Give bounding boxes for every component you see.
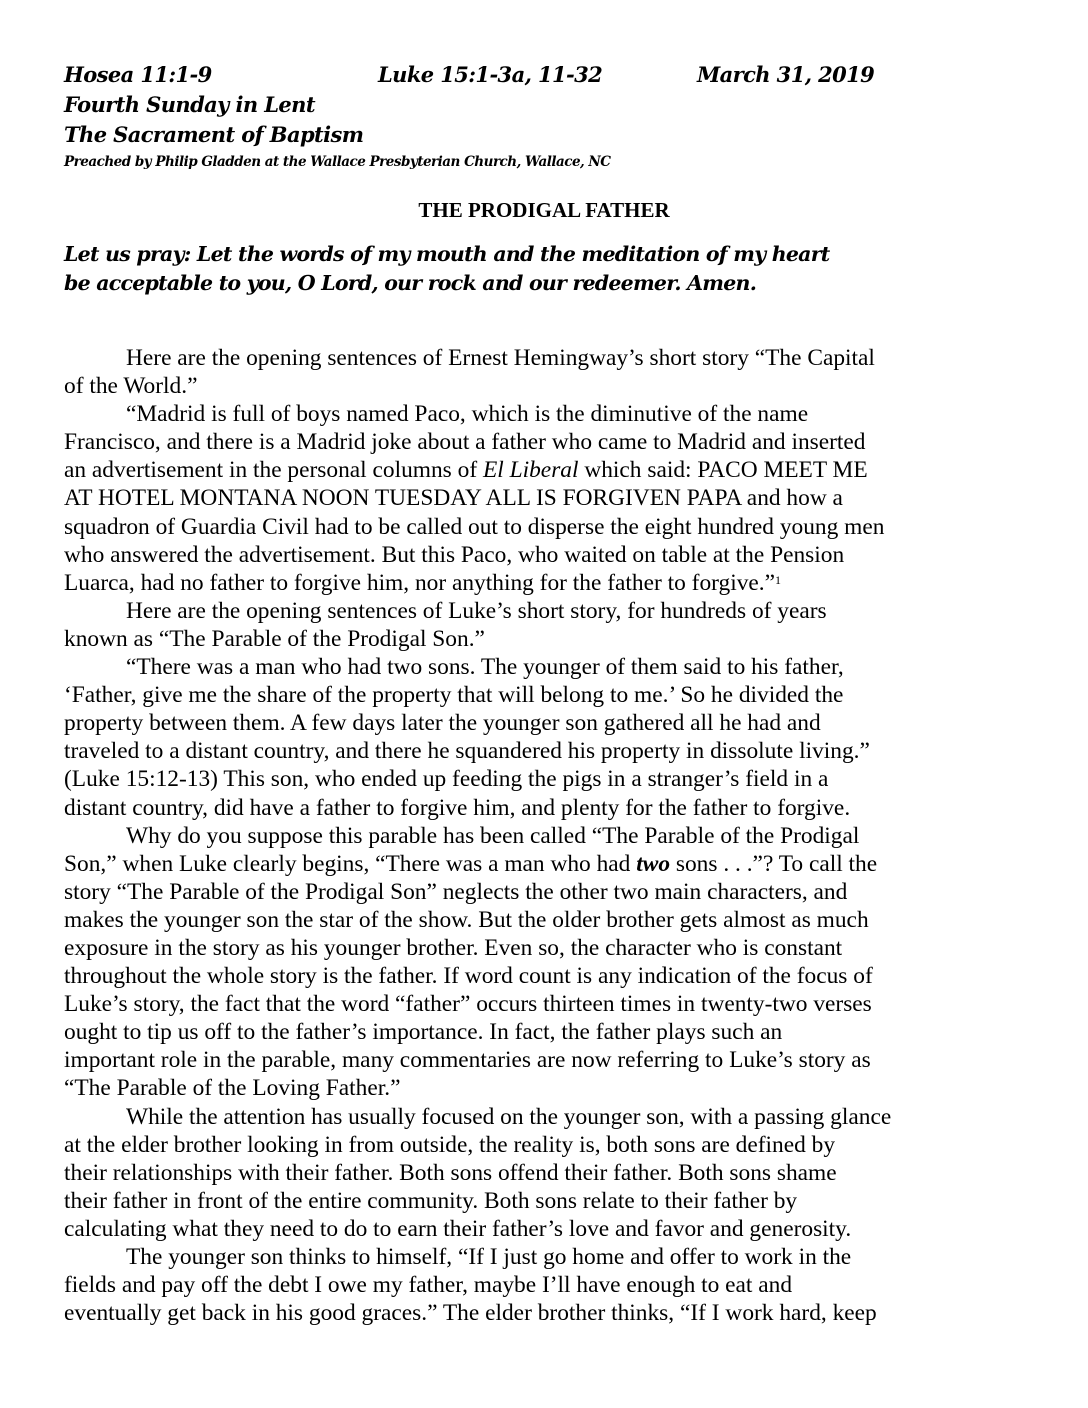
body-line: Francisco, and there is a Madrid joke about a father who came to Madrid and inserted: [64, 429, 866, 456]
reading-hosea: Hosea 11:1-9: [64, 62, 212, 87]
text-run: Son,” when Luke clearly begins, “There was a man who had: [64, 850, 637, 877]
footnote-marker[interactable]: 1: [775, 572, 782, 587]
body-line: at the elder brother looking in from outside, the reality is, both sons are defined by: [64, 1131, 836, 1158]
body-line: ought to tip us off to the father’s importance. In fact, the father plays such an: [64, 1019, 783, 1046]
body-line: [64, 456, 1024, 484]
prayer-line: Let us pray: Let the words of my mouth and the meditation of my heart: [64, 242, 830, 266]
preacher-line: Preached by Philip Gladden at the Wallace Presbyterian Church, Wallace, NC: [64, 154, 611, 170]
body-line: eventually get back in his good graces.” The elder brother thinks, “If I work hard, keep: [64, 1300, 877, 1327]
body-line: squadron of Guardia Civil had to be called out to disperse the eight hundred young men: [64, 513, 885, 540]
body-line: Here are the opening sentences of Ernest Hemingway’s short story “The Capital: [126, 345, 875, 371]
body-line: their father in front of the entire community. Both sons relate to their father by: [64, 1187, 798, 1214]
body-line: Luke’s story, the fact that the word “father” occurs thirteen times in twenty-two verses: [64, 991, 872, 1018]
body-line: Here are the opening sentences of Luke’s short story, for hundreds of years: [126, 597, 827, 624]
body-line: makes the younger son the star of the show. But the older brother gets almost as much: [64, 906, 869, 933]
body-line: distant country, did have a father to forgive him, and plenty for the father to forgive.: [64, 794, 851, 821]
sermon-body: [64, 344, 1024, 1327]
body-line: property between them. A few days later the younger son gathered all he had and: [64, 710, 821, 737]
text-run: an advertisement in the personal columns of: [64, 457, 483, 484]
body-line: ‘Father, give me the share of the property that will belong to me.’ So he divided the: [64, 682, 844, 709]
body-line: Why do you suppose this parable has been called “The Parable of the Prodigal: [126, 822, 860, 849]
emphasis-two: two: [636, 850, 671, 877]
body-line: “There was a man who had two sons. The younger of them said to his father,: [126, 654, 844, 681]
body-line: calculating what they need to do to earn their father’s love and favor and generosity.: [64, 1215, 852, 1242]
sacrament-line: The Sacrament of Baptism: [64, 122, 364, 147]
body-line: While the attention has usually focused on the younger son, with a passing glance: [126, 1103, 892, 1130]
body-line: [64, 850, 1024, 878]
body-line: who answered the advertisement. But this Paco, who waited on table at the Pension: [64, 541, 845, 568]
body-line: important role in the parable, many commentaries are now referring to Luke’s story as: [64, 1047, 871, 1074]
body-line: traveled to a distant country, and there he squandered his property in dissolute living.”: [64, 738, 870, 765]
body-line: their relationships with their father. Both sons offend their father. Both sons shame: [64, 1159, 837, 1186]
text-run: which said: PACO MEET ME: [578, 457, 868, 484]
body-line: fields and pay off the debt I owe my father, maybe I’ll have enough to eat and: [64, 1272, 793, 1299]
body-line: story “The Parable of the Prodigal Son” neglects the other two main characters, and: [64, 878, 848, 905]
newspaper-title: El Liberal: [482, 457, 579, 484]
body-line: “The Parable of the Loving Father.”: [64, 1075, 401, 1102]
opening-prayer: [64, 240, 1044, 298]
body-line: (Luke 15:12-13) This son, who ended up feeding the pigs in a stranger’s field in a: [64, 766, 829, 793]
body-line: AT HOTEL MONTANA NOON TUESDAY ALL IS FORGIVEN PAPA and how a: [64, 485, 843, 512]
body-line: “Madrid is full of boys named Paco, which is the diminutive of the name: [126, 401, 809, 428]
liturgical-occasion: Fourth Sunday in Lent: [64, 92, 315, 117]
body-line: known as “The Parable of the Prodigal Son.”: [64, 625, 485, 652]
prayer-line: be acceptable to you, O Lord, our rock and our redeemer. Amen.: [64, 271, 757, 295]
body-line: [64, 569, 1024, 597]
text-run: sons . . .”? To call the: [670, 850, 878, 877]
body-line: of the World.”: [64, 373, 198, 400]
body-line: exposure in the story as his younger brother. Even so, the character who is constant: [64, 934, 843, 961]
body-line: The younger son thinks to himself, “If I just go home and offer to work in the: [126, 1244, 852, 1270]
body-line: throughout the whole story is the father. If word count is any indication of the focus of: [64, 963, 873, 990]
reading-luke: Luke 15:1-3a, 11-32: [378, 62, 603, 87]
sermon-date: March 31, 2019: [697, 62, 875, 87]
text-run: Luarca, had no father to forgive him, nor anything for the father to forgive.”: [64, 569, 776, 596]
sermon-title: THE PRODIGAL FATHER: [418, 198, 670, 222]
